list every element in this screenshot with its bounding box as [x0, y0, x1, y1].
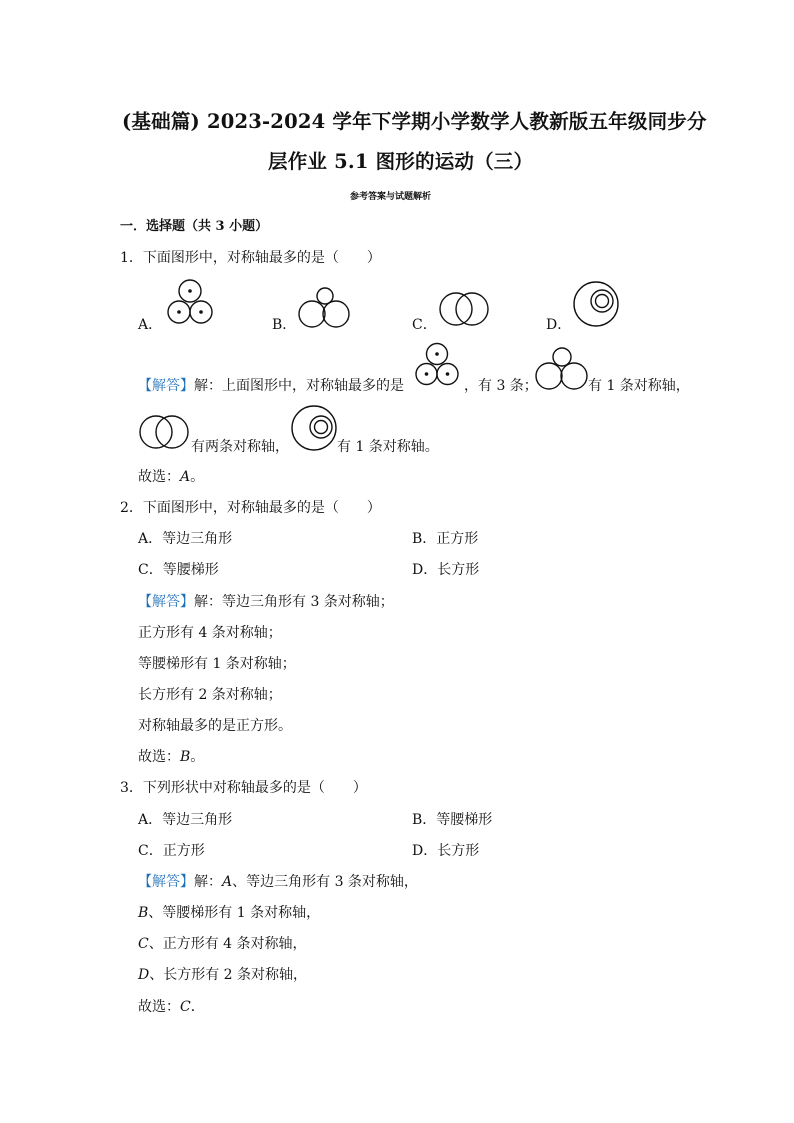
q3-answer-letter-a: A: [222, 874, 233, 890]
q3-answer-text-a: 、等边三角形有 3 条对称轴，: [232, 874, 418, 890]
q1-figure-d-nested-circles: [572, 280, 620, 328]
q3-answer-letter-c: C: [138, 936, 149, 952]
q3-answer-line-3: [138, 936, 307, 952]
q3-answer-line-1: [138, 874, 418, 890]
q3-answer-text-c: 、正方形有 4 条对称轴，: [148, 936, 307, 952]
q1-figure-c-overlapping-circles: [439, 291, 491, 327]
q1-option-b: B．: [272, 317, 297, 333]
q2-answer-line-1: [138, 594, 394, 610]
q1-option-a: A．: [138, 317, 163, 333]
q1-answer-a-text: ，有 3 条；: [464, 378, 538, 394]
q3-answer-letter-b: B: [138, 905, 149, 921]
q2-answer-line-2: 正方形有 4 条对称轴；: [138, 625, 282, 641]
q3-answer-text-d: 、长方形有 2 条对称轴，: [149, 967, 308, 983]
q2-option-d: D．长方形: [412, 562, 480, 578]
q1-answer-prefix: 解：上面图形中，对称轴最多的是: [194, 378, 404, 394]
q1-answer-figure-a: [411, 341, 463, 391]
q1-answer-figure-b: [535, 346, 589, 390]
q2-conclusion-letter: B: [180, 749, 191, 765]
q2-answer-text-1: 解：等边三角形有 3 条对称轴；: [194, 594, 394, 610]
q3-answer-letter-d: D: [138, 967, 150, 983]
q1-conclusion-letter: A: [180, 469, 191, 485]
q3-answer-text-b: 、等腰梯形有 1 条对称轴，: [148, 905, 321, 921]
q1-answer-figure-d: [290, 404, 338, 452]
q3-answer-tag: 【解答】: [138, 874, 194, 890]
q3-option-d: D．长方形: [412, 843, 480, 859]
q1-stem: 1．下面图形中，对称轴最多的是（ ）: [120, 250, 381, 266]
page-subtitle: 参考答案与试题解析: [350, 192, 432, 202]
q1-option-c: C．: [412, 317, 437, 333]
q2-conclusion-prefix: 故选：: [138, 749, 180, 765]
q2-answer-line-4: 长方形有 2 条对称轴；: [138, 687, 282, 703]
q2-option-a: A．等边三角形: [138, 531, 233, 547]
q3-conclusion-letter: C: [180, 999, 191, 1015]
q3-answer-line-4: [138, 967, 307, 983]
q1-answer-figure-c: [139, 414, 191, 450]
q1-answer-b-text: 有 1 条对称轴，: [588, 378, 690, 394]
q3-option-c: C．正方形: [138, 843, 205, 859]
q2-conclusion: [138, 749, 204, 765]
page-title-line-2: 层作业 5.1 图形的运动（三）: [268, 150, 534, 173]
q3-answer-line-2: [138, 905, 320, 921]
page-title-line-1: (基础篇) 2023-2024 学年下学期小学数学人教新版五年级同步分: [122, 110, 707, 133]
section-heading: 一．选择题（共 3 小题）: [120, 219, 269, 234]
q1-conclusion-prefix: 故选：: [138, 469, 180, 485]
q2-option-c: C．等腰梯形: [138, 562, 219, 578]
q1-conclusion: [138, 469, 204, 485]
q3-stem: 3．下列形状中对称轴最多的是（ ）: [120, 780, 367, 796]
q2-conclusion-suffix: 。: [190, 749, 205, 765]
q1-figure-b-three-circles: [298, 287, 352, 329]
q2-answer-line-3: 等腰梯形有 1 条对称轴；: [138, 656, 296, 672]
q1-option-d: D．: [546, 317, 572, 333]
q1-conclusion-suffix: 。: [190, 469, 205, 485]
q3-conclusion-suffix: ．: [190, 999, 205, 1015]
q2-stem: 2．下面图形中，对称轴最多的是（ ）: [120, 500, 381, 516]
q2-option-b: B．正方形: [412, 531, 479, 547]
q3-option-a: A．等边三角形: [138, 812, 233, 828]
q3-option-b: B．等腰梯形: [412, 812, 493, 828]
q1-figure-a-three-dotted-circles: [163, 277, 217, 329]
q1-answer-line-1: [138, 378, 404, 394]
q2-answer-tag: 【解答】: [138, 594, 194, 610]
q1-answer-c-text: 有两条对称轴，: [191, 439, 289, 455]
q1-answer-d-text: 有 1 条对称轴。: [337, 439, 439, 455]
q1-answer-tag: 【解答】: [138, 378, 194, 394]
q2-answer-line-5: 对称轴最多的是正方形。: [138, 718, 292, 734]
q3-conclusion-prefix: 故选：: [138, 999, 180, 1015]
q3-answer-prefix: 解：: [194, 874, 222, 890]
q3-conclusion: [138, 999, 205, 1015]
